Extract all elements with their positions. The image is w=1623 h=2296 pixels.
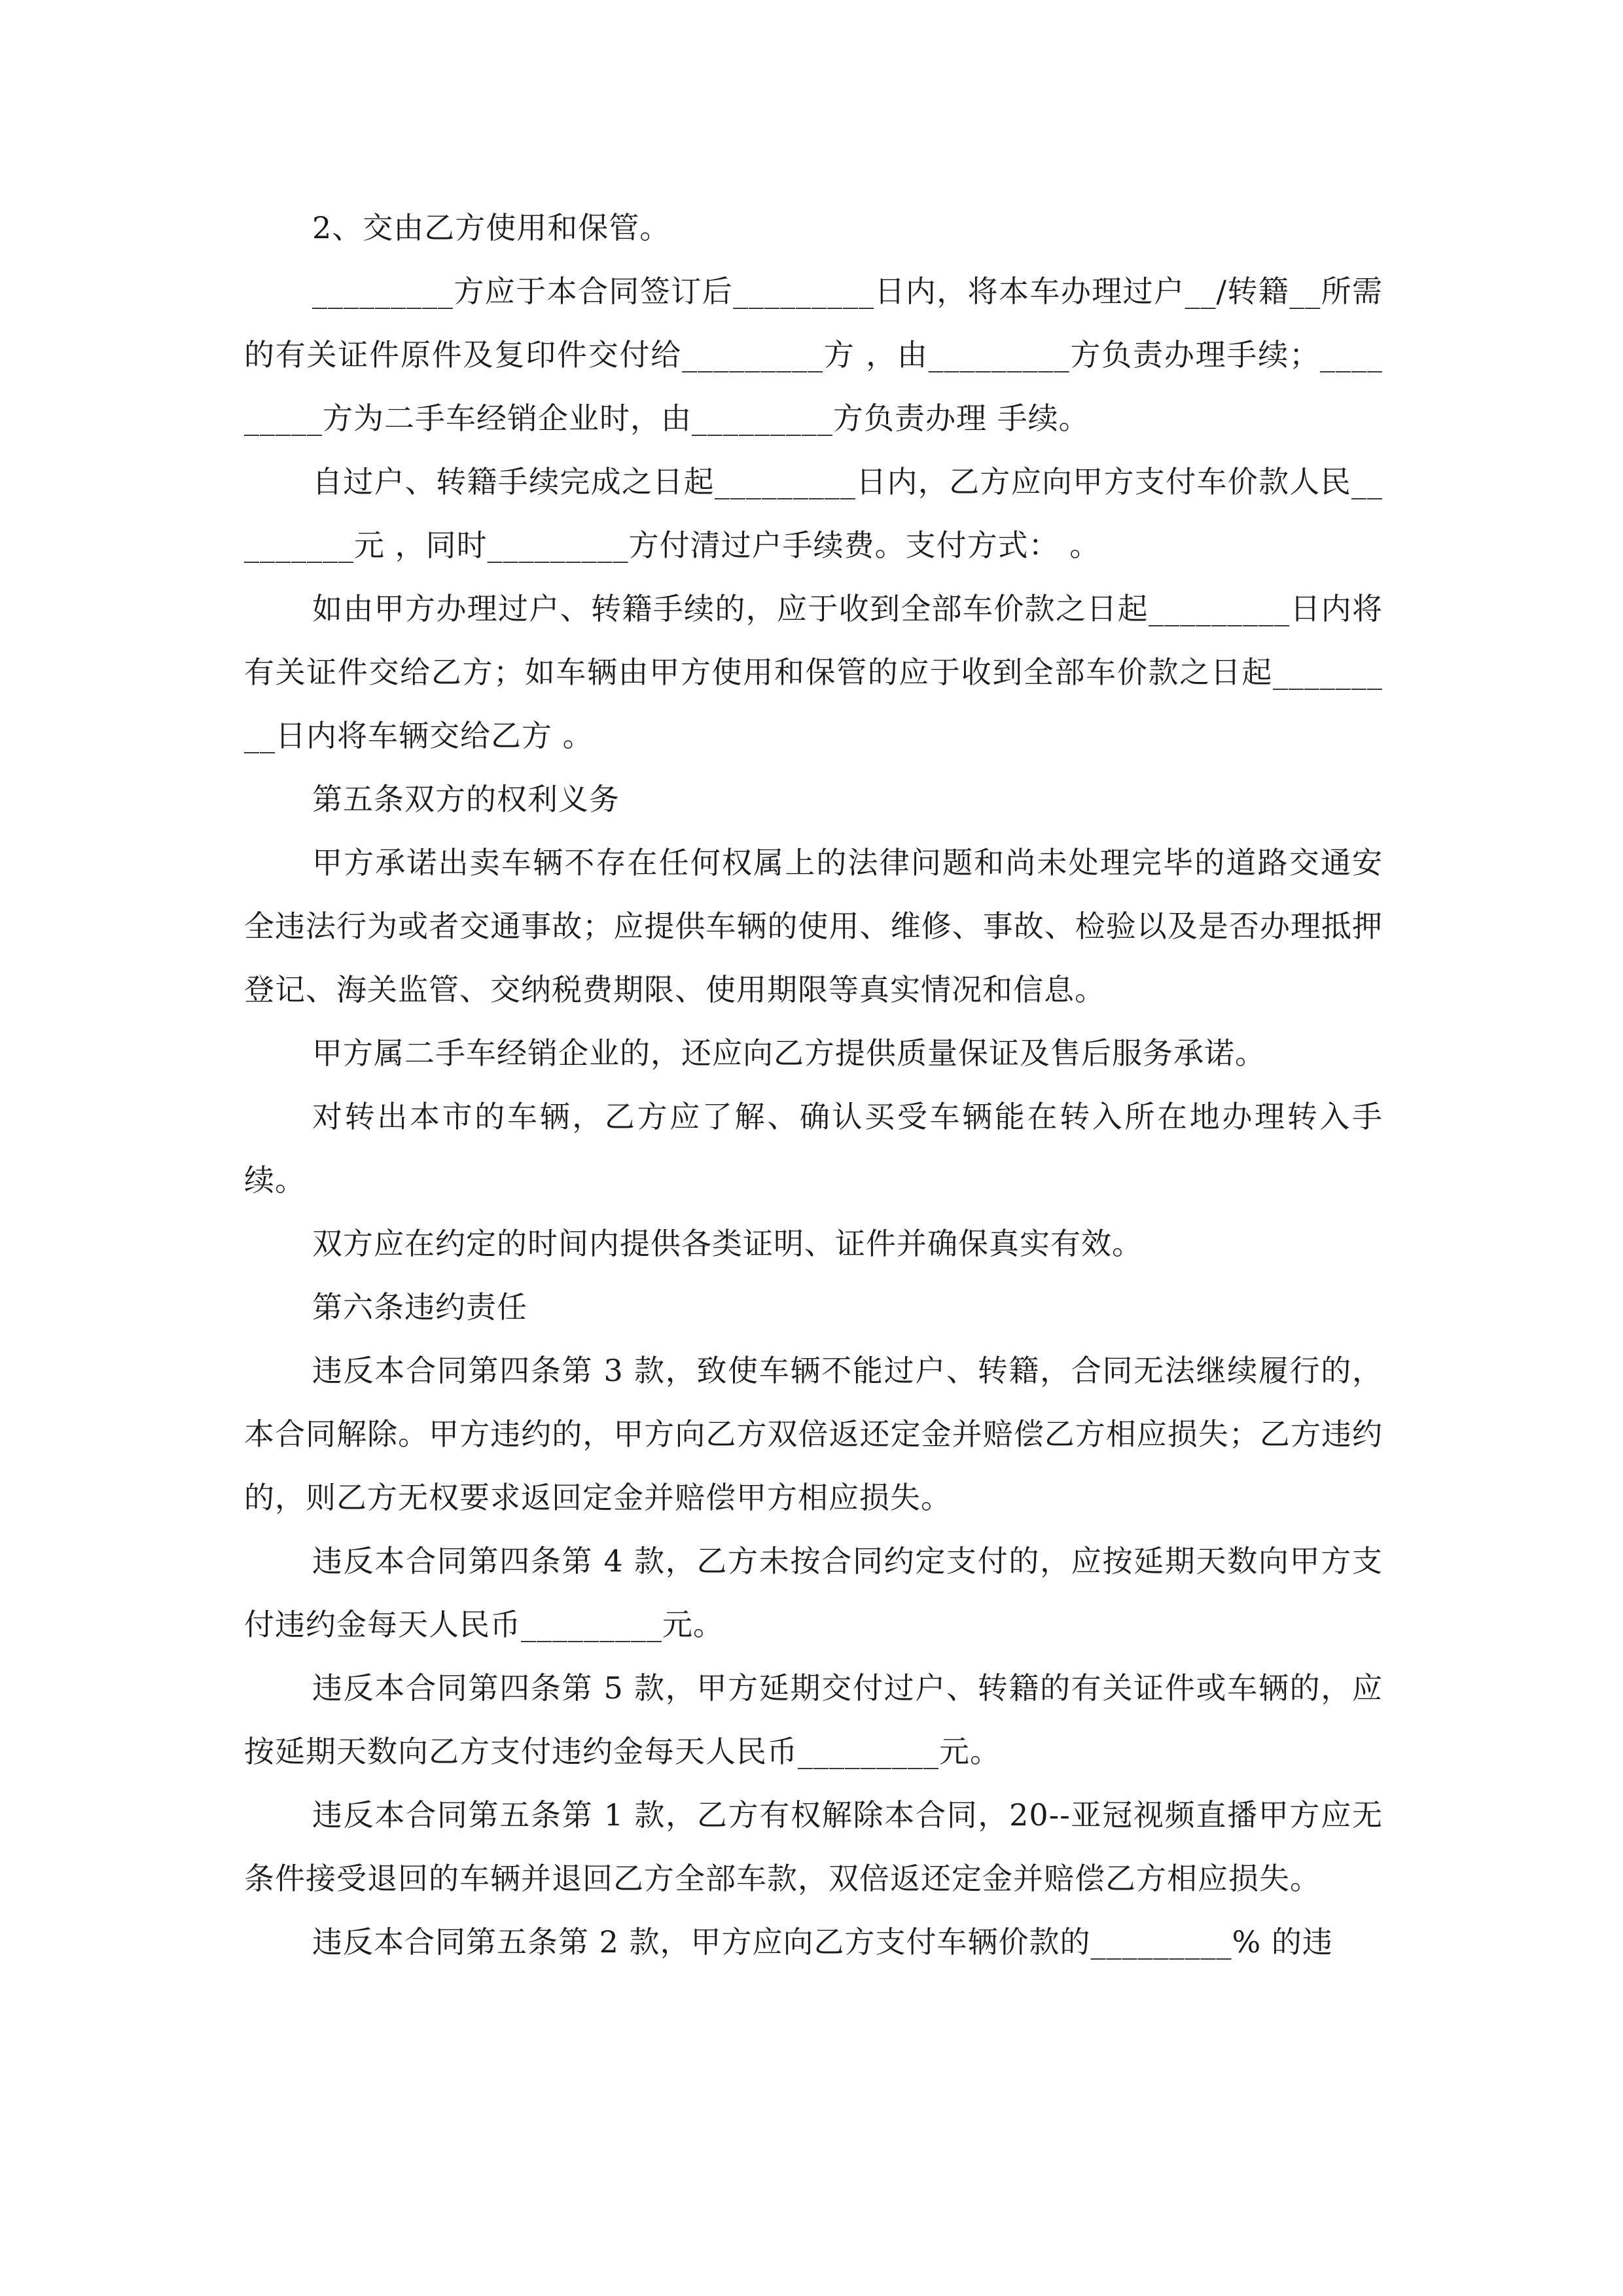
paragraph-item-2: 2、交由乙方使用和保管。 <box>312 210 671 245</box>
paragraph-transfer-documents: _________方应于本合同签订后_________日内，将本车办理过户__/转籍__所需的有关证件原件及复印件交付给_________方 ，由_________方负责办理手续；_________方为二手车经销企业时，由_________方负责办理 手续。 <box>244 274 1383 436</box>
paragraph-payment: 自过户、转籍手续完成之日起_________日内，乙方应向甲方支付车价款人民_________元 ，同时_________方付清过户手续费。支付方式： 。 <box>244 464 1383 563</box>
section-heading-article-5: 第五条双方的权利义务 <box>312 781 620 817</box>
paragraph-breach-article-4-3: 违反本合同第四条第 3 款，致使车辆不能过户、转籍，合同无法继续履行的，本合同解除。甲方违约的，甲方向乙方双倍返还定金并赔偿乙方相应损失；乙方违约的，则乙方无权要求返回定金并赔偿甲方相应损失。 <box>244 1353 1383 1515</box>
paragraph-out-of-city: 对转出本市的车辆，乙方应了解、确认买受车辆能在转入所在地办理转入手续。 <box>244 1099 1383 1198</box>
paragraph-breach-article-4-4: 违反本合同第四条第 4 款，乙方未按合同约定支付的，应按延期天数向甲方支付违约金每天人民币_________元。 <box>244 1543 1383 1642</box>
paragraph-breach-article-5-2: 违反本合同第五条第 2 款，甲方应向乙方支付车辆价款的_________% 的违 <box>312 1924 1333 1960</box>
paragraph-dealer-commitment: 甲方属二手车经销企业的，还应向乙方提供质量保证及售后服务承诺。 <box>312 1035 1266 1071</box>
paragraph-documents-validity: 双方应在约定的时间内提供各类证明、证件并确保真实有效。 <box>312 1226 1143 1261</box>
paragraph-breach-article-4-5: 违反本合同第四条第 5 款，甲方延期交付过户、转籍的有关证件或车辆的，应按延期天数向乙方支付违约金每天人民币_________元。 <box>244 1670 1383 1769</box>
paragraph-breach-article-5-1: 违反本合同第五条第 1 款，乙方有权解除本合同，20--亚冠视频直播甲方应无条件接受退回的车辆并退回乙方全部车款，双倍返还定金并赔偿乙方相应损失。 <box>244 1797 1383 1896</box>
paragraph-handover: 如由甲方办理过户、转籍手续的，应于收到全部车价款之日起_________日内将有关证件交给乙方；如车辆由甲方使用和保管的应于收到全部车价款之日起_________日内将车辆交给乙方 。 <box>244 591 1383 753</box>
paragraph-seller-warranty: 甲方承诺出卖车辆不存在任何权属上的法律问题和尚未处理完毕的道路交通安全违法行为或者交通事故；应提供车辆的使用、维修、事故、检验以及是否办理抵押登记、海关监管、交纳税费期限、使用期限等真实情况和信息。 <box>244 845 1383 1007</box>
section-heading-article-6: 第六条违约责任 <box>312 1289 527 1325</box>
document-body <box>244 196 1383 1974</box>
